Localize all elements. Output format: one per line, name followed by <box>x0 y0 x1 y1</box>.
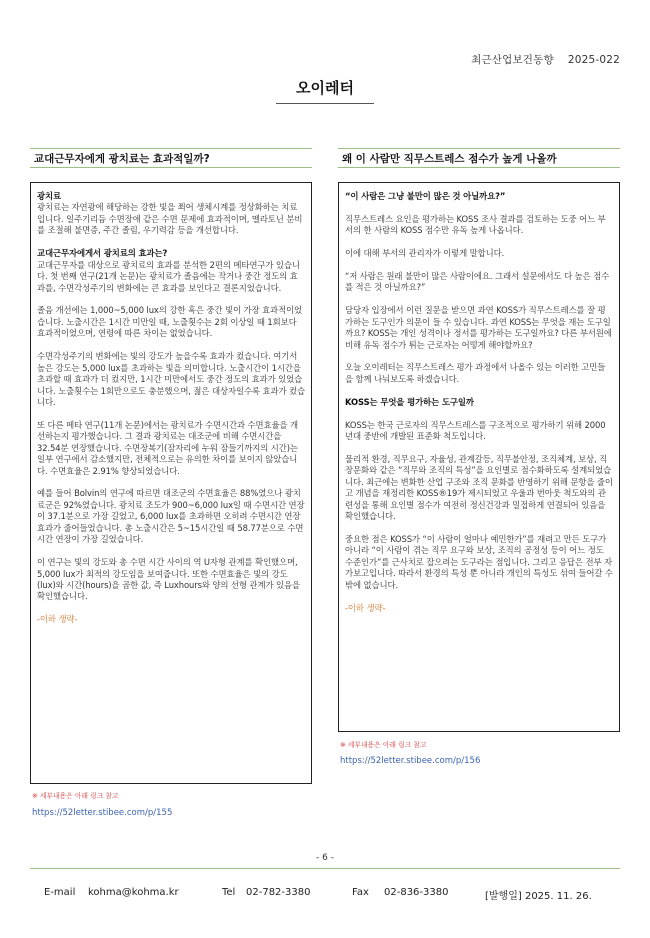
article-paragraph <box>37 191 305 237</box>
article-paragraph <box>345 191 613 202</box>
article-paragraph <box>345 397 613 408</box>
publication-name: 최근산업보건동향 <box>471 54 554 66</box>
right-section-heading: 왜 이 사람만 직무스트레스 점수가 높게 나올까 <box>338 148 620 168</box>
paragraph-text: 중요한 점은 KOSS가 “이 사람이 얼마나 예민한가”를 재려고 만든 도구가 아니라 “이 사람이 겪는 직무 요구와 보상, 조직의 공정성 등이 어느 정도 수준인가”를 근사치로 잡으려는 도구라는 점입니다. 그리고 응답은 전부 자가보고입니다. 따라서 환경의 특성 뿐 아니라 개인의 특성도 섞여 들어갈 수밖에 없습니다. <box>345 534 613 590</box>
paragraph-heading: 광치료 <box>37 191 61 201</box>
right-article-box <box>338 182 620 732</box>
right-detail-note: ※ 세부내용은 아래 링크 참고 <box>340 741 427 749</box>
article-paragraph <box>37 305 305 339</box>
left-detail-note: ※ 세부내용은 아래 링크 참고 <box>32 792 119 800</box>
article-paragraph <box>37 557 305 603</box>
page-number: - 6 - <box>316 853 334 863</box>
article-paragraph <box>345 362 613 385</box>
paragraph-text: 예를 들어 Bolvin의 연구에 따르면 대조군의 수면효율은 88%였으나 광치료군은 92%였습니다. 광치료 조도가 900~6,000 lux일 때 수면시간 연장이 37.1분으로 가장 길었고, 6,000 lux를 초과하면 오히려 수면시간 연장 효과가 줄어들었습니다. 총 노출시간은 5~15시간일 때 58.77분으로 수면시간 연장이 가장 길었습니다. <box>37 488 305 545</box>
paragraph-text: 이에 대해 부서의 관리자가 이렇게 말합니다. <box>345 248 505 259</box>
footer-email[interactable]: kohma@kohma.kr <box>88 887 179 898</box>
article-paragraph <box>345 271 613 294</box>
footer-tel: 02-782-3380 <box>246 887 311 898</box>
paragraph-heading: 교대근무자에게서 광치료의 효과는? <box>37 248 168 259</box>
header-meta <box>471 52 620 67</box>
footer-fax-label: Fax <box>352 887 369 898</box>
paragraph-text: 수면각성주기의 변화에는 빛의 강도가 높을수록 효과가 컸습니다. 여기서 높은 강도는 5,000 lux를 초과하는 빛을 의미합니다. 노출시간이 1시간을 초과할 때 효과가 더 컸지만, 1시간 미만에서도 중간 정도의 효과가 있었습니다. 노출횟수는 1회만으로도 충분했으며, 젊은 대상자일수록 효과가 컸습니다. <box>37 351 305 407</box>
left-article-box <box>30 182 312 784</box>
article-paragraph <box>345 534 613 591</box>
left-section-heading: 교대근무자에게 광치료는 효과적일까? <box>30 148 312 168</box>
article-paragraph <box>345 305 613 351</box>
paragraph-text: 직무스트레스 요인을 평가하는 KOSS 조사 결과를 검토하는 도중 어느 부서의 한 사람의 KOSS 점수만 유독 높게 나옵니다. <box>345 213 606 236</box>
article-paragraph <box>345 214 613 237</box>
paragraph-text: 담당자 입장에서 이런 질문을 받으면 과연 KOSS가 직무스트레스를 잘 평가하는 도구인가 의문이 들 수 있습니다. 과연 KOSS는 무엇을 재는 도구일까요? KOSS는 개인 성격이나 정서를 평가하는 도구일까요? 다른 부서원에 비해 유독 점수가 튀는 근로자는 어떻게 해야할까요? <box>345 305 612 350</box>
footer-divider <box>30 868 620 869</box>
article-paragraph <box>37 248 305 294</box>
left-article-link[interactable]: https://52letter.stibee.com/p/155 <box>32 808 173 818</box>
paragraph-text: KOSS는 한국 근로자의 직무스트레스를 구조적으로 평가하기 위해 2000년대 중반에 개발된 표준화 척도입니다. <box>345 419 606 442</box>
footer-email-label: E-mail <box>44 887 76 898</box>
paragraph-heading: “이 사람은 그냥 불만이 많은 것 아닐까요?” <box>345 191 506 201</box>
paragraph-text: 또 다른 메타 연구(11개 논문)에서는 광치료가 수면시간과 수면효율을 개선하는지 평가했습니다. 그 결과 광치료는 대조군에 비해 수면시간을 32.54분 연장했습니다. 수면장복기(잠자리에 누워 잠들기까지의 시간)는 일부 연구에서 감소했지만, 전체적으로는 유의한 차이를 보이지 않았습니다. 수면효율은 2.91% 향상되었습니다. <box>37 419 299 476</box>
omitted-marker: -이하 생략- <box>37 614 78 625</box>
article-paragraph <box>37 488 305 545</box>
article-paragraph <box>37 351 305 408</box>
article-paragraph <box>37 420 305 477</box>
right-article-link[interactable]: https://52letter.stibee.com/p/156 <box>340 756 481 766</box>
paragraph-text: 졸음 개선에는 1,000~5,000 lux의 강한 혹은 중간 빛이 가장 효과적이었습니다. 노출시간은 1시간 미만일 때, 노출횟수는 2회 이상일 때 1회보다 효과적이었으며, 연령에 따른 차이는 없었습니다. <box>37 305 303 339</box>
paragraph-text: 오늘 오이레터는 직무스트레스 평가 과정에서 나올수 있는 이러한 고민들을 함께 나눠보도록 하겠습니다. <box>345 362 606 384</box>
paragraph-text: 광치료는 자연광에 해당하는 강한 빛을 쬐어 생체시계를 정상화하는 치료입니다. 일주기리듬 수면장애 같은 수면 문제에 효과적이며, 멜라토닌 분비를 조절해 불면증, 주간 졸림, 우기력감 등을 개선합니다. <box>37 202 303 236</box>
page-title: 오이레터 <box>296 79 354 97</box>
paragraph-text: 이 연구는 빛의 강도와 총 수면 시간 사이의 역 U자형 관계를 확인했으며, 5,000 lux가 최적의 강도임을 보여줍니다. 또한 수면효율은 빛의 강도(lux)와 시간(hours)을 곱한 값, 즉 Luxhours와 양의 선형 관계가 있음을 확인했습니다. <box>37 557 300 602</box>
title-underline <box>276 103 374 104</box>
paragraph-text: 교대근무자를 대상으로 광치료의 효과를 분석한 2편의 메타연구가 있습니다. 첫 번째 연구(21개 논문)는 광치료가 졸음에는 작거나 중간 정도의 효과를, 수면각성주기의 변화에는 큰 효과를 보인다고 결론지었습니다. <box>37 259 300 293</box>
article-paragraph <box>345 420 613 443</box>
footer-issued: [발행일] 2025. 11. 26. <box>485 891 592 902</box>
paragraph-text: “저 사람은 원래 불만이 많은 사람이에요. 그래서 설문에서도 다 높은 점수를 적은 것 아닐까요?” <box>345 270 610 293</box>
issue-number: 2025-022 <box>567 54 620 66</box>
footer-fax: 02-836-3380 <box>384 887 449 898</box>
omitted-marker: -이하 생략- <box>345 602 386 613</box>
footer-tel-label: Tel <box>222 887 236 898</box>
article-paragraph <box>345 454 613 523</box>
paragraph-text: 물리적 환경, 직무요구, 자율성, 관계갈등, 직무불안정, 조직체계, 보상, 직장문화와 같은 “직무와 조직의 특성”을 요인별로 점수화하도록 설계되었습니다. 최근에는 변화한 산업 구조와 조직 문화를 반영하기 위해 문항을 줄이고 개념을 재정리한 KOSS®19가 제시되었고 우울과 번아웃 척도와의 관련성을 통해 요인별 점수가 여전히 정신건강과 밀접하게 연결되어 있음을 확인했습니다. <box>345 453 613 522</box>
paragraph-heading: KOSS는 무엇을 평가하는 도구일까 <box>345 396 474 407</box>
article-paragraph <box>345 248 613 259</box>
